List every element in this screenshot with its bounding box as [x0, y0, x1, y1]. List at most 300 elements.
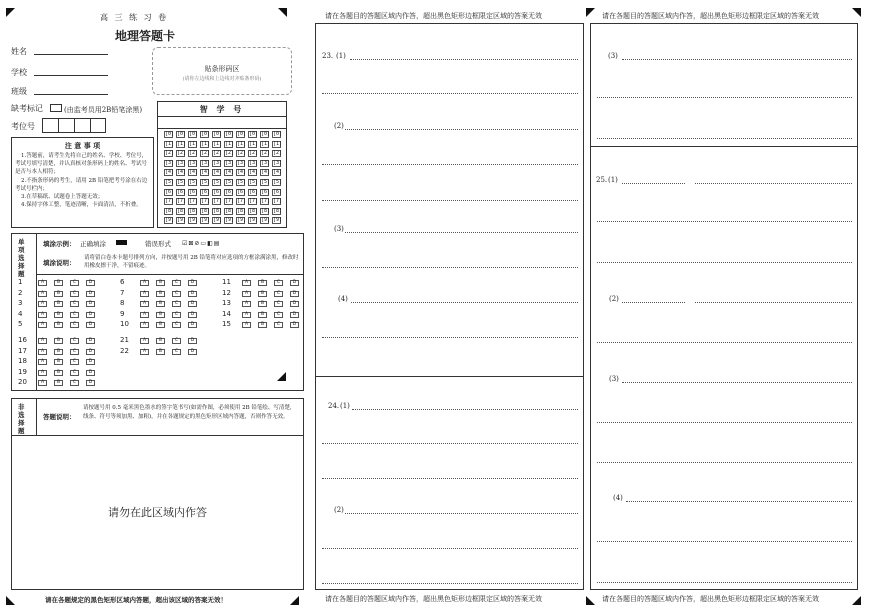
corner-mark-icon — [290, 596, 299, 605]
choice-bubble[interactable]: B — [258, 312, 267, 318]
answer-line[interactable] — [597, 221, 852, 222]
choice-bubble[interactable]: B — [156, 301, 165, 307]
choice-bubble[interactable]: B — [54, 338, 63, 344]
choice-bubble[interactable]: A — [38, 322, 47, 328]
name-label: 姓名 — [11, 47, 27, 56]
id-digit-bubble[interactable]: [3] — [225, 159, 235, 166]
id-digit-bubble[interactable]: [9] — [189, 217, 199, 224]
question-number: 16 — [18, 336, 27, 344]
choice-bubble[interactable]: D — [188, 291, 197, 297]
choice-bubble[interactable]: B — [156, 280, 165, 286]
id-digit-bubble[interactable]: [6] — [189, 188, 199, 195]
note-item: 3.在草稿纸、试题卷上答题无效； — [21, 194, 104, 201]
choice-bubble[interactable]: D — [86, 322, 95, 328]
choice-bubble[interactable]: D — [290, 280, 299, 286]
choice-bubble[interactable]: C — [70, 338, 79, 344]
question-number: 3 — [18, 299, 23, 307]
id-digit-bubble[interactable]: [3] — [273, 159, 283, 166]
question-23-number: 23. — [322, 52, 334, 60]
note-item: 1.答题前，请考生先将自己的姓名、学校、考位号，考试号填写清楚，并认真核对条形码上的姓名、考试号是否与本人相符； — [15, 153, 148, 176]
id-digit-bubble[interactable]: [5] — [177, 179, 187, 185]
choice-bubble[interactable]: A — [242, 312, 251, 318]
correct-fill-label: 正确填涂 — [80, 240, 106, 248]
id-digit-bubble[interactable]: [4] — [225, 169, 235, 176]
absent-checkbox[interactable] — [50, 104, 62, 112]
id-digit-bubble[interactable]: [4] — [201, 169, 211, 176]
choice-bubble[interactable]: C — [70, 359, 79, 365]
notes-box — [11, 137, 154, 228]
choice-bubble[interactable]: D — [86, 380, 95, 386]
choice-bubble[interactable]: D — [86, 291, 95, 297]
choice-bubble[interactable]: A — [140, 312, 149, 318]
id-digit-bubble[interactable]: [6] — [225, 188, 235, 195]
school-field[interactable] — [34, 75, 108, 76]
id-digit-bubble[interactable]: [1] — [177, 140, 187, 147]
choice-bubble[interactable]: B — [54, 359, 63, 365]
id-digit-bubble[interactable]: [2] — [249, 150, 259, 157]
answer-panel — [315, 23, 584, 590]
barcode-area — [152, 47, 292, 95]
id-digit-bubble[interactable]: [5] — [225, 179, 235, 185]
question-24-number: 24. — [328, 402, 340, 410]
answer-panel — [590, 23, 858, 590]
id-digit-bubble[interactable]: [8] — [237, 207, 247, 214]
question-number: 15 — [222, 320, 231, 328]
choice-bubble[interactable]: A — [38, 370, 47, 376]
panel-header: 请在各题目的答题区域内作答，超出黑色矩形边框限定区域的答案无效 — [602, 12, 819, 20]
id-digit-bubble[interactable]: [1] — [273, 140, 283, 147]
id-digit-bubble[interactable]: [9] — [213, 217, 223, 224]
corner-mark-icon — [6, 8, 15, 17]
choice-bubble[interactable]: C — [70, 291, 79, 297]
class-label: 班级 — [11, 87, 27, 96]
choice-bubble[interactable]: A — [242, 322, 251, 328]
choice-bubble[interactable]: D — [86, 338, 95, 344]
choice-bubble[interactable]: C — [274, 291, 283, 297]
answer-line[interactable] — [322, 267, 578, 268]
id-digit-bubble[interactable]: [7] — [225, 198, 235, 205]
id-digit-bubble[interactable]: [9] — [201, 217, 211, 224]
id-digit-bubble[interactable]: [1] — [261, 140, 271, 147]
id-digit-bubble[interactable]: [5] — [165, 179, 175, 185]
id-digit-bubble[interactable]: [3] — [165, 159, 175, 166]
id-digit-bubble[interactable]: [5] — [261, 179, 271, 185]
choice-bubble[interactable]: A — [38, 338, 47, 344]
question-number: 8 — [120, 299, 125, 307]
choice-bubble[interactable]: D — [188, 280, 197, 286]
choice-bubble[interactable]: A — [38, 380, 47, 386]
choice-bubble[interactable]: A — [38, 359, 47, 365]
id-digit-bubble[interactable]: [6] — [213, 188, 223, 195]
id-digit-bubble[interactable]: [7] — [189, 198, 199, 205]
question-number: 1 — [18, 278, 23, 286]
id-digit-bubble[interactable]: [3] — [177, 159, 187, 166]
choice-bubble[interactable]: C — [172, 349, 181, 355]
fill-note: 请将留白卷本卡题号排列方向，并按题号用 2B 铅笔将对应选项的方框涂满涂黑，修改时用橡皮擦干净，不留痕迹。 — [84, 255, 299, 269]
choice-bubble[interactable]: A — [140, 349, 149, 355]
seat-number-field[interactable] — [42, 118, 106, 133]
id-digit-bubble[interactable]: [7] — [261, 198, 271, 205]
id-digit-bubble[interactable]: [7] — [273, 198, 283, 205]
choice-bubble[interactable]: D — [188, 322, 197, 328]
id-digit-bubble[interactable]: [1] — [189, 140, 199, 147]
question-number: 5 — [18, 320, 23, 328]
answer-line[interactable] — [322, 337, 578, 338]
choice-bubble[interactable]: A — [38, 301, 47, 307]
choice-bubble[interactable]: A — [38, 312, 47, 318]
id-digit-bubble[interactable]: [2] — [201, 150, 211, 157]
choice-bubble[interactable]: A — [38, 349, 47, 355]
question-number: 14 — [222, 309, 231, 318]
id-digit-bubble[interactable]: [3] — [261, 159, 271, 166]
absent-note: (由监考员用2B铅笔涂黑) — [64, 106, 143, 114]
question-number: 19 — [18, 367, 27, 376]
question-number: 22 — [120, 346, 129, 355]
choice-bubble[interactable]: C — [70, 280, 79, 286]
no-answer-text: 请勿在此区域内作答 — [108, 506, 207, 519]
choice-bubble[interactable]: D — [86, 349, 95, 355]
answer-line[interactable] — [597, 262, 852, 263]
id-digit-bubble[interactable]: [1] — [237, 140, 247, 147]
id-digit-bubble[interactable]: [4] — [237, 169, 247, 176]
answer-line[interactable] — [322, 443, 578, 444]
id-digit-bubble[interactable]: [3] — [201, 159, 211, 166]
choice-bubble[interactable]: C — [70, 322, 79, 328]
choice-bubble[interactable]: B — [156, 338, 165, 344]
corner-mark-icon — [852, 8, 861, 17]
id-digit-bubble[interactable]: [8] — [249, 207, 259, 214]
id-digit-bubble[interactable]: [0] — [249, 131, 259, 137]
id-digit-bubble[interactable]: [2] — [225, 150, 235, 157]
question-continuation-part-3: (3) — [608, 52, 618, 60]
choice-bubble[interactable]: C — [172, 322, 181, 328]
choice-bubble[interactable]: A — [140, 301, 149, 307]
id-digit-bubble[interactable]: [9] — [165, 217, 175, 224]
answer-line[interactable] — [352, 409, 578, 410]
answer-line[interactable] — [322, 200, 578, 201]
id-digit-bubble[interactable]: [8] — [273, 207, 283, 214]
absent-label: 缺考标记 — [11, 104, 43, 113]
question-number: 10 — [120, 320, 129, 328]
choice-bubble[interactable]: A — [242, 280, 251, 286]
choice-bubble[interactable]: B — [54, 380, 63, 386]
choice-bubble[interactable]: C — [172, 301, 181, 307]
id-digit-bubble[interactable]: [8] — [213, 207, 223, 214]
choice-bubble[interactable]: A — [242, 301, 251, 307]
choice-bubble[interactable]: D — [188, 312, 197, 318]
question-23-part-2: (2) — [334, 122, 344, 130]
id-digit-bubble[interactable]: [7] — [249, 198, 259, 205]
question-number: 9 — [120, 309, 125, 318]
choice-bubble[interactable]: C — [172, 280, 181, 286]
choice-bubble[interactable]: B — [156, 322, 165, 328]
id-digit-bubble[interactable]: [6] — [165, 188, 175, 195]
choice-bubble[interactable]: B — [54, 322, 63, 328]
id-digit-bubble[interactable]: [3] — [237, 159, 247, 166]
answer-line[interactable] — [695, 302, 852, 303]
id-grid-title: 智 学 号 — [199, 104, 245, 114]
choice-bubble[interactable]: D — [290, 291, 299, 297]
choice-bubble[interactable]: B — [54, 349, 63, 355]
question-25-number: 25. — [596, 176, 608, 184]
choice-bubble[interactable]: D — [86, 359, 95, 365]
answer-line[interactable] — [350, 59, 578, 60]
question-number: 20 — [18, 378, 27, 386]
page-title: 地理答题卡 — [115, 29, 176, 43]
question-number: 17 — [18, 346, 27, 355]
answer-line[interactable] — [322, 583, 578, 584]
barcode-note: (请你左边线和上边线对齐贴条形码) — [182, 76, 262, 82]
id-digit-bubble[interactable]: [1] — [249, 140, 259, 147]
choice-bubble[interactable]: D — [290, 301, 299, 307]
id-digit-bubble[interactable]: [7] — [165, 198, 175, 205]
id-digit-bubble[interactable]: [0] — [177, 131, 187, 137]
choice-bubble[interactable]: A — [38, 291, 47, 297]
choice-bubble[interactable]: D — [86, 312, 95, 318]
choice-bubble[interactable]: C — [70, 349, 79, 355]
id-digit-bubble[interactable]: [8] — [225, 207, 235, 214]
answer-line[interactable] — [322, 548, 578, 549]
class-field[interactable] — [34, 94, 108, 95]
barcode-title: 贴条形码区 — [204, 65, 240, 73]
id-digit-bubble[interactable]: [0] — [237, 131, 247, 137]
choice-bubble[interactable]: D — [188, 338, 197, 344]
choice-bubble[interactable]: C — [274, 312, 283, 318]
choice-bubble[interactable]: C — [70, 380, 79, 386]
id-digit-bubble[interactable]: [4] — [261, 169, 271, 176]
id-digit-bubble[interactable]: [6] — [237, 188, 247, 195]
id-digit-bubble[interactable]: [6] — [261, 188, 271, 195]
choice-bubble[interactable]: C — [70, 312, 79, 318]
id-digit-bubble[interactable]: [1] — [225, 140, 235, 147]
answer-line[interactable] — [597, 97, 852, 98]
correct-fill-icon — [116, 240, 127, 245]
school-label: 学校 — [11, 68, 27, 77]
choice-bubble[interactable]: D — [290, 322, 299, 328]
choice-bubble[interactable]: A — [38, 280, 47, 286]
corner-mark-icon — [586, 8, 595, 17]
id-digit-bubble[interactable]: [2] — [213, 150, 223, 157]
question-23-part-1: (1) — [336, 52, 346, 60]
id-digit-bubble[interactable]: [0] — [165, 131, 175, 137]
id-digit-bubble[interactable]: [2] — [177, 150, 187, 157]
answer-line[interactable] — [622, 382, 852, 383]
question-number: 4 — [18, 309, 23, 318]
choice-bubble[interactable]: B — [54, 312, 63, 318]
choice-bubble[interactable]: C — [172, 312, 181, 318]
corner-mark-icon — [6, 596, 15, 605]
choice-bubble[interactable]: A — [140, 291, 149, 297]
choice-bubble[interactable]: A — [140, 280, 149, 286]
choice-bubble[interactable]: B — [54, 301, 63, 307]
id-digit-bubble[interactable]: [0] — [189, 131, 199, 137]
question-23-part-3: (3) — [334, 225, 344, 233]
id-digit-bubble[interactable]: [0] — [273, 131, 283, 137]
corner-mark-icon — [277, 372, 286, 381]
answer-line[interactable] — [322, 478, 578, 479]
name-field[interactable] — [34, 54, 108, 55]
id-digit-bubble[interactable]: [2] — [237, 150, 247, 157]
choice-bubble[interactable]: D — [86, 370, 95, 376]
choice-bubble[interactable]: C — [172, 291, 181, 297]
answer-line[interactable] — [597, 582, 852, 583]
single-choice-label: 单项选择题 — [18, 238, 25, 278]
fill-example-label: 填涂示例： — [43, 240, 76, 248]
id-digit-bubble[interactable]: [8] — [261, 207, 271, 214]
choice-bubble[interactable]: C — [274, 280, 283, 286]
question-25-part-4: (4) — [613, 494, 623, 502]
answer-line[interactable] — [622, 183, 685, 184]
id-digit-bubble[interactable]: [1] — [165, 140, 175, 147]
corner-mark-icon — [586, 596, 595, 605]
answer-line[interactable] — [597, 422, 852, 423]
id-digit-bubble[interactable]: [0] — [213, 131, 223, 137]
id-digit-bubble[interactable]: [8] — [201, 207, 211, 214]
id-digit-bubble[interactable]: [3] — [213, 159, 223, 166]
id-digit-bubble[interactable]: [8] — [189, 207, 199, 214]
panel-footer: 请在各题目的答题区域内作答，超出黑色矩形边框限定区域的答案无效 — [602, 595, 819, 603]
id-digit-bubble[interactable]: [3] — [249, 159, 259, 166]
choice-bubble[interactable]: D — [86, 280, 95, 286]
id-digit-bubble[interactable]: [9] — [237, 217, 247, 224]
choice-bubble[interactable]: C — [70, 301, 79, 307]
question-number: 21 — [120, 336, 129, 344]
id-digit-bubble[interactable]: [2] — [273, 150, 283, 157]
answer-line[interactable] — [322, 93, 578, 94]
id-digit-bubble[interactable]: [9] — [249, 217, 259, 224]
question-number: 13 — [222, 299, 231, 307]
id-digit-bubble[interactable]: [4] — [213, 169, 223, 176]
choice-bubble[interactable]: B — [54, 370, 63, 376]
answer-line[interactable] — [695, 183, 852, 184]
id-digit-bubble[interactable]: [5] — [189, 179, 199, 185]
answer-line[interactable] — [351, 302, 578, 303]
question-number: 2 — [18, 288, 23, 297]
non-choice-label: 非选择题 — [18, 403, 25, 435]
answer-line[interactable] — [622, 302, 685, 303]
id-digit-bubble[interactable]: [9] — [273, 217, 283, 224]
id-digit-bubble[interactable]: [5] — [273, 179, 283, 185]
choice-bubble[interactable]: B — [156, 312, 165, 318]
choice-bubble[interactable]: B — [258, 291, 267, 297]
id-digit-bubble[interactable]: [0] — [261, 131, 271, 137]
id-digit-bubble[interactable]: [5] — [213, 179, 223, 185]
choice-bubble[interactable]: D — [188, 349, 197, 355]
note-item: 2.不指条形码的考生，请用 2B 铅笔把考号涂在右边考试号栏内； — [15, 177, 148, 192]
id-digit-bubble[interactable]: [8] — [165, 207, 175, 214]
choice-bubble[interactable]: B — [156, 349, 165, 355]
id-digit-bubble[interactable]: [5] — [237, 179, 247, 185]
id-digit-bubble[interactable]: [9] — [177, 217, 187, 224]
answer-line[interactable] — [345, 129, 578, 130]
answer-line[interactable] — [626, 501, 852, 502]
id-digit-bubble[interactable]: [1] — [213, 140, 223, 147]
answer-note-label: 答题说明： — [43, 413, 76, 421]
choice-bubble[interactable]: B — [54, 280, 63, 286]
id-digit-bubble[interactable]: [1] — [201, 140, 211, 147]
choice-bubble[interactable]: D — [188, 301, 197, 307]
id-digit-bubble[interactable]: [7] — [213, 198, 223, 205]
wrong-fill-icon: ☑⊠⊘▭◧▤ — [182, 240, 221, 247]
wrong-fill-label: 错误形式 — [145, 240, 171, 248]
answer-line[interactable] — [597, 138, 852, 139]
id-digit-bubble[interactable]: [9] — [225, 217, 235, 224]
id-digit-bubble[interactable]: [2] — [189, 150, 199, 157]
choice-bubble[interactable]: A — [140, 322, 149, 328]
id-digit-bubble[interactable]: [7] — [237, 198, 247, 205]
id-digit-bubble[interactable]: [7] — [201, 198, 211, 205]
choice-bubble[interactable]: D — [290, 312, 299, 318]
panel-footer: 请在各题目的答题区域内作答，超出黑色矩形边框限定区域的答案无效 — [325, 595, 542, 603]
answer-line[interactable] — [597, 541, 852, 542]
question-number: 7 — [120, 288, 125, 297]
id-digit-bubble[interactable]: [6] — [273, 188, 283, 195]
choice-bubble[interactable]: C — [172, 338, 181, 344]
id-digit-bubble[interactable]: [9] — [261, 217, 271, 224]
id-digit-bubble[interactable]: [4] — [273, 169, 283, 176]
choice-bubble[interactable]: D — [86, 301, 95, 307]
choice-bubble[interactable]: B — [156, 291, 165, 297]
choice-bubble[interactable]: A — [242, 291, 251, 297]
answer-line[interactable] — [322, 164, 578, 165]
exam-subtitle: 高 三 练 习 卷 — [100, 13, 169, 22]
choice-bubble[interactable]: C — [274, 301, 283, 307]
id-digit-bubble[interactable]: [0] — [225, 131, 235, 137]
question-number: 18 — [18, 357, 27, 365]
choice-bubble[interactable]: A — [140, 338, 149, 344]
id-digit-bubble[interactable]: [2] — [165, 150, 175, 157]
id-digit-bubble[interactable]: [5] — [249, 179, 259, 185]
question-number: 11 — [222, 278, 231, 286]
question-24-part-1: (1) — [340, 402, 350, 410]
non-choice-section — [11, 398, 304, 590]
footer-note: 请在各题规定的黑色矩形区域内答题，超出该区域的答案无效！ — [45, 596, 227, 604]
answer-line[interactable] — [597, 342, 852, 343]
id-digit-bubble[interactable]: [0] — [201, 131, 211, 137]
id-digit-bubble[interactable]: [4] — [189, 169, 199, 176]
id-digit-bubble[interactable]: [8] — [177, 207, 187, 214]
question-number: 6 — [120, 278, 125, 286]
choice-bubble[interactable]: B — [54, 291, 63, 297]
id-digit-bubble[interactable]: [4] — [165, 169, 175, 176]
id-digit-bubble[interactable]: [2] — [261, 150, 271, 157]
choice-bubble[interactable]: C — [70, 370, 79, 376]
answer-line[interactable] — [345, 232, 578, 233]
id-digit-bubble[interactable]: [4] — [177, 169, 187, 176]
choice-bubble[interactable]: B — [258, 322, 267, 328]
answer-note: 请按题号用 0.5 毫米黑色墨水的签字笔书写(如需作图，必须使用 2B 铅笔绘、写清楚，线条、符号等须加黑、加粗)，并在各题规定的黑色矩形区域内答题，否则作答无效。 — [83, 405, 296, 420]
choice-bubble[interactable]: C — [274, 322, 283, 328]
id-digit-bubble[interactable]: [7] — [177, 198, 187, 205]
question-number: 12 — [222, 288, 231, 297]
fill-note-label: 填涂说明： — [43, 259, 76, 267]
id-digit-bubble[interactable]: [5] — [201, 179, 211, 185]
choice-bubble[interactable]: B — [258, 280, 267, 286]
id-digit-bubble[interactable]: [6] — [249, 188, 259, 195]
id-digit-bubble[interactable]: [6] — [201, 188, 211, 195]
answer-line[interactable] — [345, 513, 578, 514]
seat-label: 考位号 — [11, 122, 35, 131]
notes-title: 注 意 事 项 — [64, 141, 101, 150]
panel-header: 请在各题目的答题区域内作答，超出黑色矩形边框限定区域的答案无效 — [325, 12, 542, 20]
choice-bubble[interactable]: B — [258, 301, 267, 307]
corner-mark-icon — [852, 596, 861, 605]
answer-line[interactable] — [622, 59, 852, 60]
id-digit-bubble[interactable]: [4] — [249, 169, 259, 176]
answer-line[interactable] — [597, 462, 852, 463]
id-digit-bubble[interactable]: [6] — [177, 188, 187, 195]
id-digit-bubble[interactable]: [3] — [189, 159, 199, 166]
